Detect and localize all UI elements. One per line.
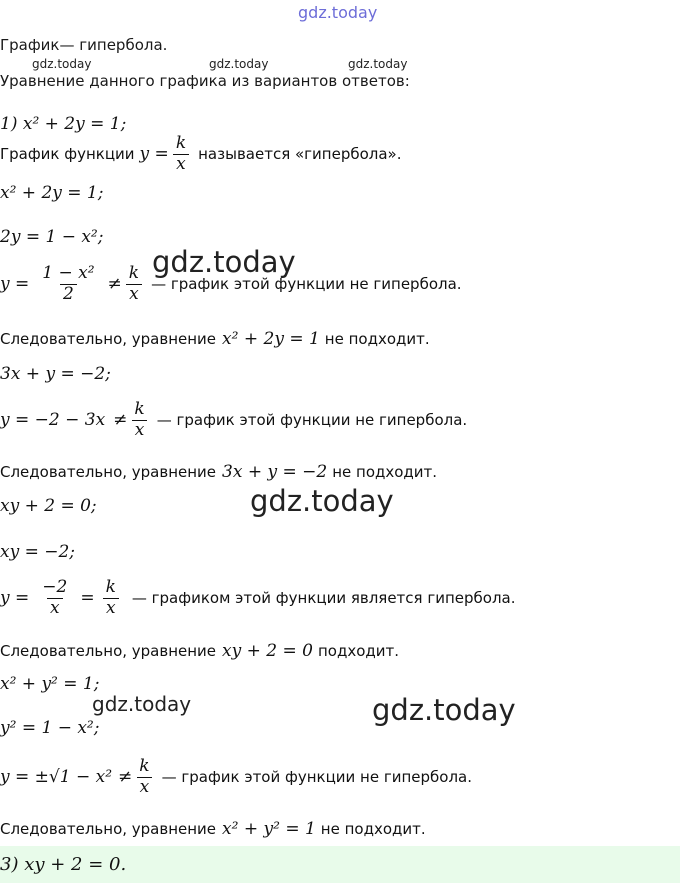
conclusion-prefix: Следовательно, уравнение <box>0 642 217 660</box>
definition-prefix: График функции <box>0 145 135 164</box>
equal-sign: = <box>80 588 95 609</box>
fraction-k-x: $\frac{k}{x}$ <box>103 578 119 618</box>
equation-lhs: y = ±√1 − x² <box>0 767 113 788</box>
equation-c2: xy = −2; <box>0 542 76 562</box>
question-text: Уравнение данного графика из вариантов ответов: <box>0 72 410 90</box>
watermark-small: gdz.today <box>32 57 92 71</box>
conclusion-prefix: Следовательно, уравнение <box>0 463 217 481</box>
equation-a1: x² + 2y = 1; <box>0 183 104 203</box>
conclusion-equation: x² + 2y = 1 <box>222 329 320 349</box>
watermark-medium: gdz.today <box>92 692 192 716</box>
watermark-large: gdz.today <box>152 245 296 279</box>
watermark-small: gdz.today <box>348 57 408 71</box>
watermark-small: gdz.today <box>209 57 269 71</box>
equation-comment: — графиком этой функции является гипербола. <box>131 589 516 608</box>
conclusion-prefix: Следовательно, уравнение <box>0 820 217 838</box>
equation-c3 <box>0 578 516 618</box>
answer-text: 3) xy + 2 = 0. <box>0 854 127 875</box>
equation-a2: 2y = 1 − x²; <box>0 227 104 247</box>
conclusion-suffix: не подходит. <box>324 330 430 348</box>
equation-b1: 3x + y = −2; <box>0 364 111 384</box>
conclusion-equation: 3x + y = −2 <box>222 462 328 482</box>
conclusion-c <box>0 641 399 661</box>
graph-label: График— гипербола. <box>0 36 168 54</box>
equation-d2: y² = 1 − x²; <box>0 718 100 738</box>
definition-suffix: называется «гипербола». <box>198 145 402 164</box>
conclusion-suffix: не подходит. <box>332 463 438 481</box>
fraction: $\frac{\text{1 − x²}}{2}$ <box>42 263 95 304</box>
conclusion-suffix: подходит. <box>317 642 400 660</box>
equation-d3 <box>0 757 472 797</box>
conclusion-equation: x² + y² = 1 <box>222 819 316 839</box>
watermark-large: gdz.today <box>372 693 516 727</box>
fraction-k-x: $\frac{k}{x}$ <box>126 264 142 304</box>
answer-box <box>0 846 680 883</box>
equation-comment: — график этой функции не гипербола. <box>161 768 473 787</box>
equation-comment: — график этой функции не гипербола. <box>156 411 468 430</box>
equation-lhs: y = <box>0 274 30 295</box>
fraction-k-x: $\frac{k}{x}$ <box>173 134 189 174</box>
equation-a3 <box>0 264 462 304</box>
not-equal-sign: ≠ <box>107 274 122 295</box>
conclusion-b <box>0 462 437 482</box>
not-equal-sign: ≠ <box>113 410 128 431</box>
fraction: $\frac{-2}{x}$ <box>42 577 68 618</box>
conclusion-suffix: не подходит. <box>320 820 426 838</box>
conclusion-prefix: Следовательно, уравнение <box>0 330 217 348</box>
fraction-k-x: $\frac{k}{x}$ <box>136 757 152 797</box>
watermark-top: gdz.today <box>298 3 378 22</box>
fraction-k-x: $\frac{k}{x}$ <box>131 400 147 440</box>
equation-c1: xy + 2 = 0; <box>0 496 97 516</box>
conclusion-equation: xy + 2 = 0 <box>222 641 313 661</box>
equation-lhs: y = −2 − 3x <box>0 410 106 431</box>
equation-b2 <box>0 400 467 440</box>
equation-lhs: y = <box>0 588 30 609</box>
equation-comment: — график этой функции не гипербола. <box>151 275 462 294</box>
hyperbola-definition <box>0 134 402 174</box>
watermark-large: gdz.today <box>250 484 394 518</box>
conclusion-a <box>0 329 430 349</box>
option-1: 1) x² + 2y = 1; <box>0 114 127 134</box>
equation-d1: x² + y² = 1; <box>0 674 100 694</box>
conclusion-d <box>0 819 426 839</box>
not-equal-sign: ≠ <box>118 767 133 788</box>
definition-eq: y = <box>139 144 169 165</box>
